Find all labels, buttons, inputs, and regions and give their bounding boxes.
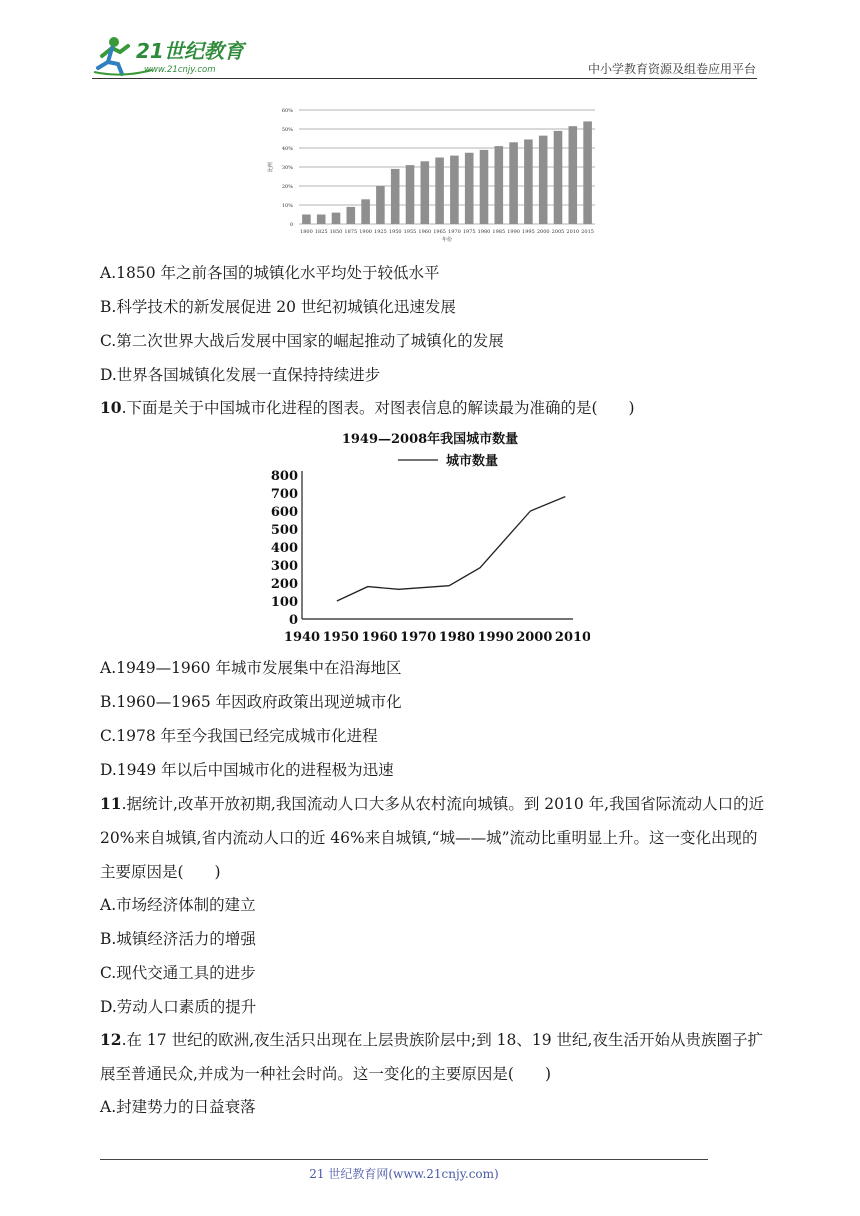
x-tick-label: 2010 bbox=[566, 229, 580, 235]
x-tick-label: 2015 bbox=[581, 229, 594, 235]
bar bbox=[480, 150, 489, 224]
chart-title: 1949—2008年我国城市数量 bbox=[341, 432, 519, 447]
x-tick-label: 1825 bbox=[314, 229, 328, 235]
site-logo bbox=[92, 34, 262, 78]
x-tick-label: 1955 bbox=[403, 229, 417, 235]
y-tick-label: 10% bbox=[281, 203, 293, 209]
x-tick-label: 2010 bbox=[554, 630, 590, 645]
bar bbox=[435, 158, 444, 225]
y-tick-label: 600 bbox=[270, 505, 298, 520]
bar bbox=[509, 142, 518, 224]
y-tick-label: 700 bbox=[270, 487, 298, 502]
x-tick-label: 1980 bbox=[438, 630, 475, 645]
series-line bbox=[337, 497, 565, 601]
y-tick-label: 0 bbox=[288, 613, 298, 628]
x-tick-label: 1925 bbox=[374, 229, 387, 235]
q9-option-a[interactable]: A.1850 年之前各国的城镇化水平均处于较低水平 bbox=[100, 264, 440, 282]
city-count-line-chart bbox=[270, 428, 590, 648]
line-chart-svg bbox=[270, 428, 590, 648]
y-tick-label: 300 bbox=[270, 559, 298, 574]
q11-option-a[interactable]: A.市场经济体制的建立 bbox=[100, 896, 256, 914]
question-number: 12 bbox=[100, 1030, 122, 1049]
logo-url: www.21cnjy.com bbox=[144, 65, 216, 75]
x-tick-label: 1900 bbox=[359, 229, 372, 235]
bar-chart-svg bbox=[265, 102, 600, 242]
bar bbox=[332, 213, 341, 224]
bar bbox=[539, 136, 548, 224]
y-tick-label: 20% bbox=[281, 184, 293, 190]
x-tick-label: 2005 bbox=[551, 229, 565, 235]
q10-option-d[interactable]: D.1949 年以后中国城市化的进程极为迅速 bbox=[100, 761, 394, 779]
x-tick-label: 1875 bbox=[344, 229, 358, 235]
logo-text: 21世纪教育 bbox=[136, 39, 244, 63]
q10-option-b[interactable]: B.1960—1965 年因政府政策出现逆城市化 bbox=[100, 693, 402, 711]
y-axis-label: 比例 bbox=[268, 161, 274, 173]
bar bbox=[302, 215, 311, 225]
x-tick-label: 1970 bbox=[448, 229, 461, 235]
y-tick-label: 0 bbox=[289, 222, 293, 228]
x-tick-label: 1980 bbox=[477, 229, 491, 235]
x-tick-label: 2000 bbox=[536, 229, 550, 235]
question-text: .据统计,改革开放初期,我国流动人口大多从农村流向城镇。到 2010 年,我国省际流动人口的近 20%来自城镇,省内流动人口的近 46%来自城镇,“城——城”流动比重明显上升。这一变化出现的主要原因是( ) bbox=[100, 795, 765, 881]
footer-text: 21 世纪教育网(www.21cnjy.com) bbox=[309, 1167, 499, 1181]
x-tick-label: 1990 bbox=[507, 229, 520, 235]
bar bbox=[524, 139, 533, 224]
header-divider bbox=[92, 78, 757, 79]
y-tick-label: 400 bbox=[270, 541, 298, 556]
x-tick-label: 1850 bbox=[329, 229, 343, 235]
bar bbox=[406, 165, 415, 224]
bar bbox=[450, 156, 459, 224]
x-tick-label: 2000 bbox=[516, 630, 553, 645]
y-tick-label: 50% bbox=[281, 127, 293, 133]
bar bbox=[361, 199, 370, 224]
y-tick-label: 40% bbox=[281, 146, 293, 152]
x-tick-label: 1940 bbox=[283, 630, 321, 645]
x-tick-label: 1960 bbox=[418, 229, 432, 235]
y-tick-label: 100 bbox=[270, 595, 298, 610]
bar bbox=[376, 186, 385, 224]
x-tick-label: 1950 bbox=[388, 229, 402, 235]
y-tick-label: 200 bbox=[270, 577, 298, 592]
q11-option-d[interactable]: D.劳动人口素质的提升 bbox=[100, 998, 257, 1016]
q11-option-b[interactable]: B.城镇经济活力的增强 bbox=[100, 930, 256, 948]
y-tick-label: 30% bbox=[281, 165, 293, 171]
footer-divider bbox=[100, 1159, 708, 1160]
x-axis-label: 年份 bbox=[441, 237, 453, 242]
bar bbox=[317, 215, 326, 225]
q11-option-c[interactable]: C.现代交通工具的进步 bbox=[100, 964, 256, 982]
question-number: 10 bbox=[100, 398, 122, 417]
question-12 bbox=[100, 1023, 765, 1091]
header-tagline: 中小学教育资源及组卷应用平台 bbox=[587, 62, 756, 76]
y-tick-label: 500 bbox=[270, 523, 298, 538]
bar bbox=[465, 153, 474, 224]
x-tick-label: 1970 bbox=[400, 630, 437, 645]
y-tick-label: 800 bbox=[270, 469, 298, 484]
bar bbox=[421, 161, 430, 224]
question-number: 11 bbox=[100, 794, 122, 813]
bar bbox=[554, 131, 563, 224]
question-text: .下面是关于中国城市化进程的图表。对图表信息的解读最为准确的是( ) bbox=[121, 399, 635, 417]
q10-option-a[interactable]: A.1949—1960 年城市发展集中在沿海地区 bbox=[100, 659, 402, 677]
q12-option-a[interactable]: A.封建势力的日益衰落 bbox=[100, 1098, 256, 1116]
y-tick-label: 60% bbox=[281, 108, 293, 114]
q10-option-c[interactable]: C.1978 年至今我国已经完成城市化进程 bbox=[100, 727, 378, 745]
q9-option-d[interactable]: D.世界各国城镇化发展一直保持持续进步 bbox=[100, 366, 381, 384]
bar bbox=[569, 126, 578, 224]
legend-label: 城市数量 bbox=[446, 454, 499, 469]
bar bbox=[583, 121, 592, 224]
bar bbox=[391, 169, 400, 224]
x-tick-label: 1965 bbox=[433, 229, 446, 235]
x-tick-label: 1960 bbox=[361, 630, 398, 645]
x-tick-label: 1975 bbox=[462, 229, 476, 235]
question-10 bbox=[100, 391, 765, 425]
urbanization-bar-chart bbox=[265, 102, 600, 242]
question-text: .在 17 世纪的欧洲,夜生活只出现在上层贵族阶层中;到 18、19 世纪,夜生活开始从贵族圈子扩展至普通民众,并成为一种社会时尚。这一变化的主要原因是( ) bbox=[100, 1031, 763, 1083]
question-11 bbox=[100, 787, 765, 889]
runner-logo-icon bbox=[92, 34, 262, 78]
x-tick-label: 1995 bbox=[522, 229, 535, 235]
bar bbox=[495, 146, 504, 224]
x-tick-label: 1985 bbox=[492, 229, 506, 235]
x-tick-label: 1990 bbox=[477, 630, 514, 645]
x-tick-label: 1800 bbox=[300, 229, 313, 235]
q9-option-b[interactable]: B.科学技术的新发展促进 20 世纪初城镇化迅速发展 bbox=[100, 298, 456, 316]
bar bbox=[347, 207, 356, 224]
q9-option-c[interactable]: C.第二次世界大战后发展中国家的崛起推动了城镇化的发展 bbox=[100, 332, 504, 350]
x-tick-label: 1950 bbox=[322, 630, 359, 645]
